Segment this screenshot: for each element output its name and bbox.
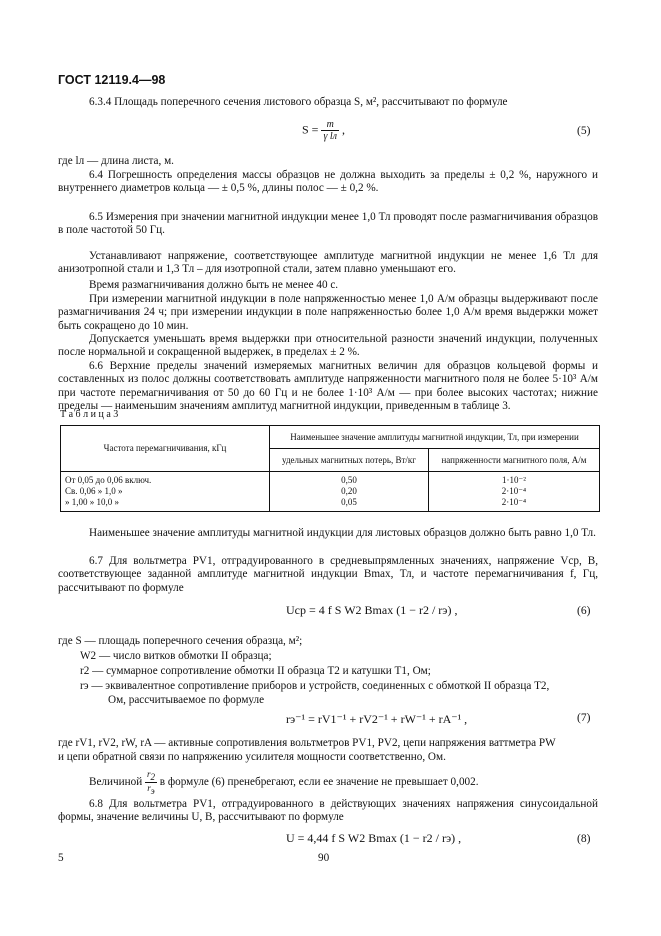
table-row-2-freq: » 1,00 » 10,0 » bbox=[65, 497, 119, 507]
section-6-4: 6.4 Погрешность определения массы образцов не должна выходить за пределы ± 0,2 %, наружного и внутреннего диаметров кольца — ± 0,5 %, длины полос — ± 0,2 %. bbox=[58, 169, 598, 195]
table-header-losses: удельных магнитных потерь, Вт/кг bbox=[270, 449, 429, 472]
where-S: где S — площадь поперечного сечения образца, м²; bbox=[58, 635, 303, 647]
table-header-frequency: Частота перемагничивания, кГц bbox=[61, 426, 270, 472]
table-row-0-field: 1·10⁻² bbox=[502, 475, 526, 485]
footer-left-number: 5 bbox=[58, 852, 64, 864]
formula-5-fraction bbox=[321, 119, 339, 142]
where-re-line1: rэ — эквивалентное сопротивление приборов и устройств, соединенных с обмоткой II образца Т2, bbox=[80, 680, 550, 692]
document-header: ГОСТ 12119.4—98 bbox=[58, 73, 166, 87]
table-header-row-1 bbox=[61, 426, 600, 449]
table-row-1-field: 2·10⁻⁴ bbox=[501, 486, 527, 496]
table-row-1-losses: 0,20 bbox=[341, 486, 357, 496]
table-3-caption: Т а б л и ц а 3 bbox=[60, 409, 119, 420]
section-6-3-4: 6.3.4 Площадь поперечного сечения листового образца S, м², рассчитывают по формуле bbox=[89, 96, 508, 108]
section-6-5-p1: 6.5 Измерения при значении магнитной индукции менее 1,0 Тл проводят после размагничивания образцов в поле частотой 50 Гц. bbox=[58, 211, 598, 237]
table-row-2-losses: 0,05 bbox=[341, 497, 357, 507]
formula-5-tail: , bbox=[342, 122, 346, 137]
table-body-row bbox=[61, 472, 600, 512]
equation-number-5: (5) bbox=[577, 125, 591, 137]
formula-5 bbox=[302, 119, 345, 142]
table-row-1-freq: Св. 0,06 » 1,0 » bbox=[65, 486, 123, 496]
section-6-8: 6.8 Для вольтметра PV1, отградуированного в действующих значениях напряжения синусоидальной формы, значение величины U, B, рассчитывают по формуле bbox=[58, 798, 598, 824]
where-W2: W2 — число витков обмотки II образца; bbox=[80, 650, 272, 662]
where-re-line2: Ом, рассчитываемое по формуле bbox=[108, 694, 265, 706]
neglect-post: в формуле (6) пренебрегают, если ее значение не превышает 0,002. bbox=[159, 775, 479, 788]
after-table-text: Наименьшее значение амплитуды магнитной индукции для листовых образцов должно быть равно 1,0 Тл. bbox=[89, 527, 596, 539]
table-row-2-field: 2·10⁻⁴ bbox=[501, 497, 527, 507]
table-row-0-losses: 0,50 bbox=[341, 475, 357, 485]
where-lл: где lл — длина листа, м. bbox=[58, 155, 174, 167]
section-6-5-p2: Устанавливают напряжение, соответствующее амплитуде магнитной индукции не менее 1,6 Тл для анизотропной стали и 1,3 Тл – для изотропной стали, затем плавно уменьшают его. bbox=[58, 250, 598, 276]
section-6-5-p4: При измерении магнитной индукции в поле напряженностью менее 1,0 А/м образцы выдерживают после размагничивания 24 ч; при измерении индукции в поле напряженностью более 1,0 А/м время выдержки может быть сокращено до 10 мин. bbox=[58, 293, 598, 332]
where-r-line1: где rV1, rV2, rW, rA — активные сопротивления вольтметров PV1, PV2, цепи напряжения ваттметра PW bbox=[58, 737, 556, 749]
equation-number-6: (6) bbox=[577, 605, 591, 617]
formula-5-numerator: m bbox=[321, 119, 339, 131]
formula-8: U = 4,44 f S W2 Bmax (1 − r2 / rэ) , bbox=[286, 831, 462, 845]
neglect-line bbox=[89, 769, 479, 796]
table-losses-cell bbox=[270, 472, 429, 512]
equation-number-7: (7) bbox=[577, 712, 591, 724]
section-6-5-p5: Допускается уменьшать время выдержки при относительной разности значений индукции, полученных после нормальной и сокращенной выдержек, в пределах ± 2 %. bbox=[58, 333, 598, 359]
where-r2: r2 — суммарное сопротивление обмотки II образца T2 и катушки T1, Ом; bbox=[80, 665, 431, 677]
section-6-6: 6.6 Верхние пределы значений измеряемых магнитных величин для образцов кольцевой формы и составленных из полос должны соответствовать амплитуде напряженности магнитного поля не более 5·10³ А/м при частоте перемагничивания от 50 до 60 Гц и не более 1·10³ А/м — при более высоких частотах; нижние пределы — наименьшим значениям амплитуд магнитной индукции, приведенным в таблице 3. bbox=[58, 360, 598, 413]
formula-5-lhs: S = bbox=[302, 122, 319, 137]
table-frequency-cell bbox=[61, 472, 270, 512]
table-header-field: напряженности магнитного поля, А/м bbox=[429, 449, 600, 472]
table-header-group: Наименьшее значение амплитуды магнитной индукции, Тл, при измерении bbox=[270, 426, 600, 449]
page-number: 90 bbox=[318, 852, 330, 864]
where-r-line2: и цепи обратной связи по напряжению усилителя мощности соответственно, Ом. bbox=[58, 751, 446, 763]
formula-5-denominator: γ lл bbox=[323, 131, 338, 142]
section-6-5-p3: Время размагничивания должно быть не менее 40 с. bbox=[89, 279, 339, 291]
section-6-7: 6.7 Для вольтметра PV1, отградуированного в средневыпрямленных значениях, напряжение Vср, В, соответствующее заданной амплитуде магнитной индукции Bmax, Тл, и частоте перемагничивания f, Гц, рассчитывают по формуле bbox=[58, 555, 598, 594]
formula-6: Uср = 4 f S W2 Bmax (1 − r2 / rэ) , bbox=[286, 603, 458, 617]
table-3 bbox=[60, 425, 600, 512]
equation-number-8: (8) bbox=[577, 833, 591, 845]
formula-7: rэ⁻¹ = rV1⁻¹ + rV2⁻¹ + rW⁻¹ + rA⁻¹ , bbox=[286, 712, 468, 726]
table-field-cell bbox=[429, 472, 600, 512]
neglect-fraction: $\frac{r_2}{r_э}$ bbox=[146, 769, 155, 796]
table-row-0-freq: От 0,05 до 0,06 включ. bbox=[65, 475, 152, 485]
neglect-pre: Величиной bbox=[89, 775, 143, 788]
